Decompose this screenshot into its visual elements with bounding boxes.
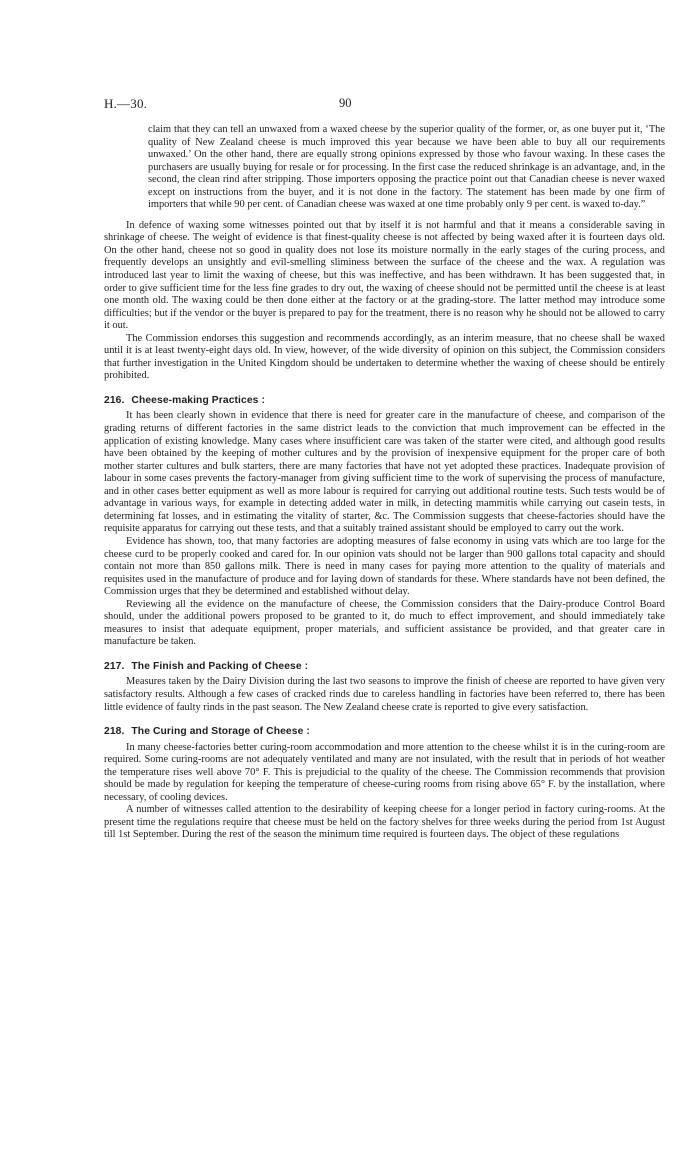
page-number: 90 — [339, 96, 352, 110]
section-title: The Curing and Storage of Cheese : — [131, 726, 310, 738]
section-218 — [104, 726, 665, 842]
section-heading — [104, 661, 665, 674]
paragraph: Reviewing all the evidence on the manufacture of cheese, the Commission considers that the Dairy-produce Control Board should, under the additional powers proposed to be granted to it, do much to effect improvement, and should immediately take measures to insist that adequate equipment, proper materials, and sufficient assistance be provided, and that greater care in manufacture be taken. — [104, 598, 665, 648]
section-title: Cheese-making Practices : — [131, 394, 265, 406]
paragraph: It has been clearly shown in evidence that there is need for greater care in the manufacture of cheese, and comparison of the grading returns of different factories in the same district leads to the conviction that much improvement can be effected in the application of existing knowledge. Many cases where insufficient care was taken of the starter were cited, and although good results have been obtained by the keeping of mother cultures and by the provision of inexpensive equipment for the proper care of both mother starter cultures and bulk starters, there are many factories that have not yet adopted these practices. Inadequate provision of labour in some cases prevents the factory-manager from giving sufficient time to the work of supervising the process of manufacture, and in other cases better equipment as well as more labour is required for carrying out additional routine tests. Such tests would be of advantage in various ways, for example in detecting added water in milk, in detecting mammitis while carrying out casein tests, in determining fat losses, and in estimating the vitality of starter, &c. The Commission suggests that cheese-factories should have the requisite apparatus for carrying out these tests, and that a suitably trained assistant should be employed to carry out the work. — [104, 410, 665, 535]
document-reference: H.—30. — [104, 96, 148, 111]
section-heading — [104, 726, 665, 739]
quoted-passage: claim that they can tell an unwaxed from a waxed cheese by the superior quality of the former, or, as one buyer put it, ‘The quality of New Zealand cheese is much improved this year because we have been able to buy all our requirements unwaxed.’ On the other hand, there are equally strong opinions expressed by those who favour waxing. In these cases the purchasers are usually buying for resale or for processing. In the first case the reduced shrinkage is an advantage, and, in the second, the clean rind after stripping. Those importers opposing the practice point out that Canadian cheese is never waxed except on instructions from the buyer, and it is not done in the factory. The statement has been made by one firm of importers that while 90 per cent. of Canadian cheese was waxed at one time probably only 9 per cent. is waxed to-day.” — [148, 124, 665, 211]
paragraph: A number of witnesses called attention to the desirability of keeping cheese for a longer period in factory curing-rooms. At the present time the regulations require that cheese must be held on the factory shelves for three weeks during the period from 1st August till 1st September. During the rest of the season the minimum time required is fourteen days. The object of these regulations — [104, 804, 665, 841]
section-heading — [104, 395, 665, 408]
section-number: 217. — [104, 660, 125, 672]
page-body — [104, 124, 665, 842]
paragraph: Measures taken by the Dairy Division during the last two seasons to improve the finish of cheese are reported to have given very satisfactory results. Although a few cases of cracked rinds due to careless handling in factories have been referred to, there has been little evidence of faulty rinds in the past season. The New Zealand cheese crate is reported to give every satisfaction. — [104, 676, 665, 713]
paragraph: Evidence has shown, too, that many factories are adopting measures of false economy in using vats which are too large for the cheese curd to be properly cooked and cared for. In our opinion vats should not be larger than 900 gallons total capacity and should contain not more than 850 gallons milk. There is need in many cases for paying more attention to the quality of materials and requisites used in the manufacture of produce and for laying down of standards for these. Where standards have not been defined, the Commission urges that they be determined and established without delay. — [104, 535, 665, 598]
page-header — [104, 96, 664, 116]
section-number: 218. — [104, 726, 125, 738]
section-title: The Finish and Packing of Cheese : — [131, 660, 309, 672]
section-216 — [104, 395, 665, 649]
paragraph: In defence of waxing some witnesses pointed out that by itself it is not harmful and that it means a considerable saving in shrinkage of cheese. The weight of evidence is that finest-quality cheese is not affected by being waxed after it is fourteen days old. On the other hand, cheese not so good in quality does not lose its moisture normally in the early stages of the curing process, and frequently develops an unsightly and evil-smelling sliminess between the surface of the cheese and the wax. A regulation was introduced last year to limit the waxing of cheese, but this was ineffective, and has been withdrawn. It has been suggested that, in order to give sufficient time for the less fine grades to dry out, the waxing of cheese should not be permitted until the cheese is at least one month old. The waxing could be then done either at the factory or at the grading-store. The latter method may introduce some difficulties; but if the vendor or the buyer is prepared to pay for the treatment, there is no reason why he should not be allowed to carry it out. — [104, 219, 665, 332]
section-number: 216. — [104, 394, 125, 406]
paragraph: The Commission endorses this suggestion and recommends accordingly, as an interim measure, that no cheese shall be waxed until it is at least twenty-eight days old. In view, however, of the wide diversity of opinion on this subject, the Commission considers that further investigation in the United Kingdom should be undertaken to determine whether the waxing of cheese should be entirely prohibited. — [104, 332, 665, 382]
paragraph: In many cheese-factories better curing-room accommodation and more attention to the cheese whilst it is in the curing-room are required. Some curing-rooms are not adequately ventilated and many are not insulated, with the result that in periods of hot weather the temperature rises well above 70° F. This is prejudicial to the quality of the cheese. The Commission recommends that provision should be made by regulation for keeping the temperature of cheese-curing rooms from rising above 65° F. by the installation, where necessary, of cooling devices. — [104, 741, 665, 803]
section-217 — [104, 661, 665, 714]
